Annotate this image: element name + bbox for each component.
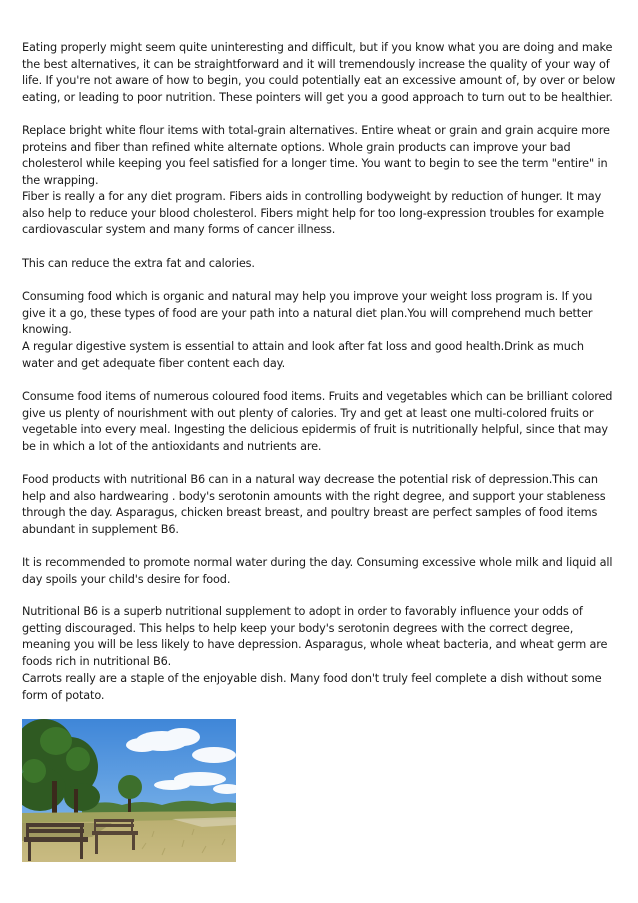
- paragraph-8: Food products with nutritional B6 can in a natural way decrease the potential risk of depression.This can help and also hardwearing . body's serotonin amounts with the right degree, and support your stableness through the day. Asparagus, chicken breast breast, and poultry breast are perfect samples of food items abundant in supplement B6.: [22, 473, 606, 536]
- paragraph-2: Replace bright white flour items with total-grain alternatives. Entire wheat or grain and grain acquire more proteins and fiber than refined white alternate options. Whole grain products can improve your bad cholesterol while keeping you feel satisfied for a longer time. You want to begin to see the term "entire" in the wrapping.: [22, 124, 610, 187]
- paragraph-9: It is recommended to promote normal water during the day. Consuming excessive whole milk and liquid all day spoils your child's desire for food.: [22, 556, 613, 586]
- paragraph-6: A regular digestive system is essential to attain and look after fat loss and good health.Drink as much water and get adequate fiber content each day.: [22, 340, 584, 370]
- paragraph-10: Nutritional B6 is a superb nutritional supplement to adopt in order to favorably influence your odds of getting discouraged. This helps to help keep your body's serotonin degrees with the correct degree, meaning you will be less likely to have depression. Asparagus, whole wheat bacteria, and wheat germ are foods rich in nutritional B6.: [22, 605, 608, 668]
- paragraph-11: Carrots really are a staple of the enjoyable dish. Many food don't truly feel complete a dish without some form of potato.: [22, 672, 602, 702]
- park-bench-photo: [22, 719, 236, 862]
- paragraph-3: Fiber is really a for any diet program. Fibers aids in controlling bodyweight by reduction of hunger. It may also help to reduce your blood cholesterol. Fibers might help for too long-expression troubles for example cardiovascular system and many forms of cancer illness.: [22, 190, 604, 237]
- paragraph-4: This can reduce the extra fat and calories.: [22, 257, 255, 270]
- paragraph-5: Consuming food which is organic and natural may help you improve your weight loss program is. If you give it a go, these types of food are your path into a natural diet plan.You will comprehend much better knowing.: [22, 290, 593, 337]
- paragraph-7: Consume food items of numerous coloured food items. Fruits and vegetables which can be brilliant colored give us plenty of nourishment with out plenty of calories. Try and get at least one multi-colored fruits or vegetable into every meal. Ingesting the delicious epidermis of fruit is nutritionally helpful, since that may be in which a lot of the antioxidants and nutrients are.: [22, 390, 613, 453]
- paragraph-1: Eating properly might seem quite uninteresting and difficult, but if you know what you are doing and make the best alternatives, it can be straightforward and it will tremendously increase the quality of your way of life. If you're not aware of how to begin, you could potentially eat an excessive amount of, by over or below eating, or leading to poor nutrition. These pointers will get you a good approach to turn out to be healthier.: [22, 41, 616, 104]
